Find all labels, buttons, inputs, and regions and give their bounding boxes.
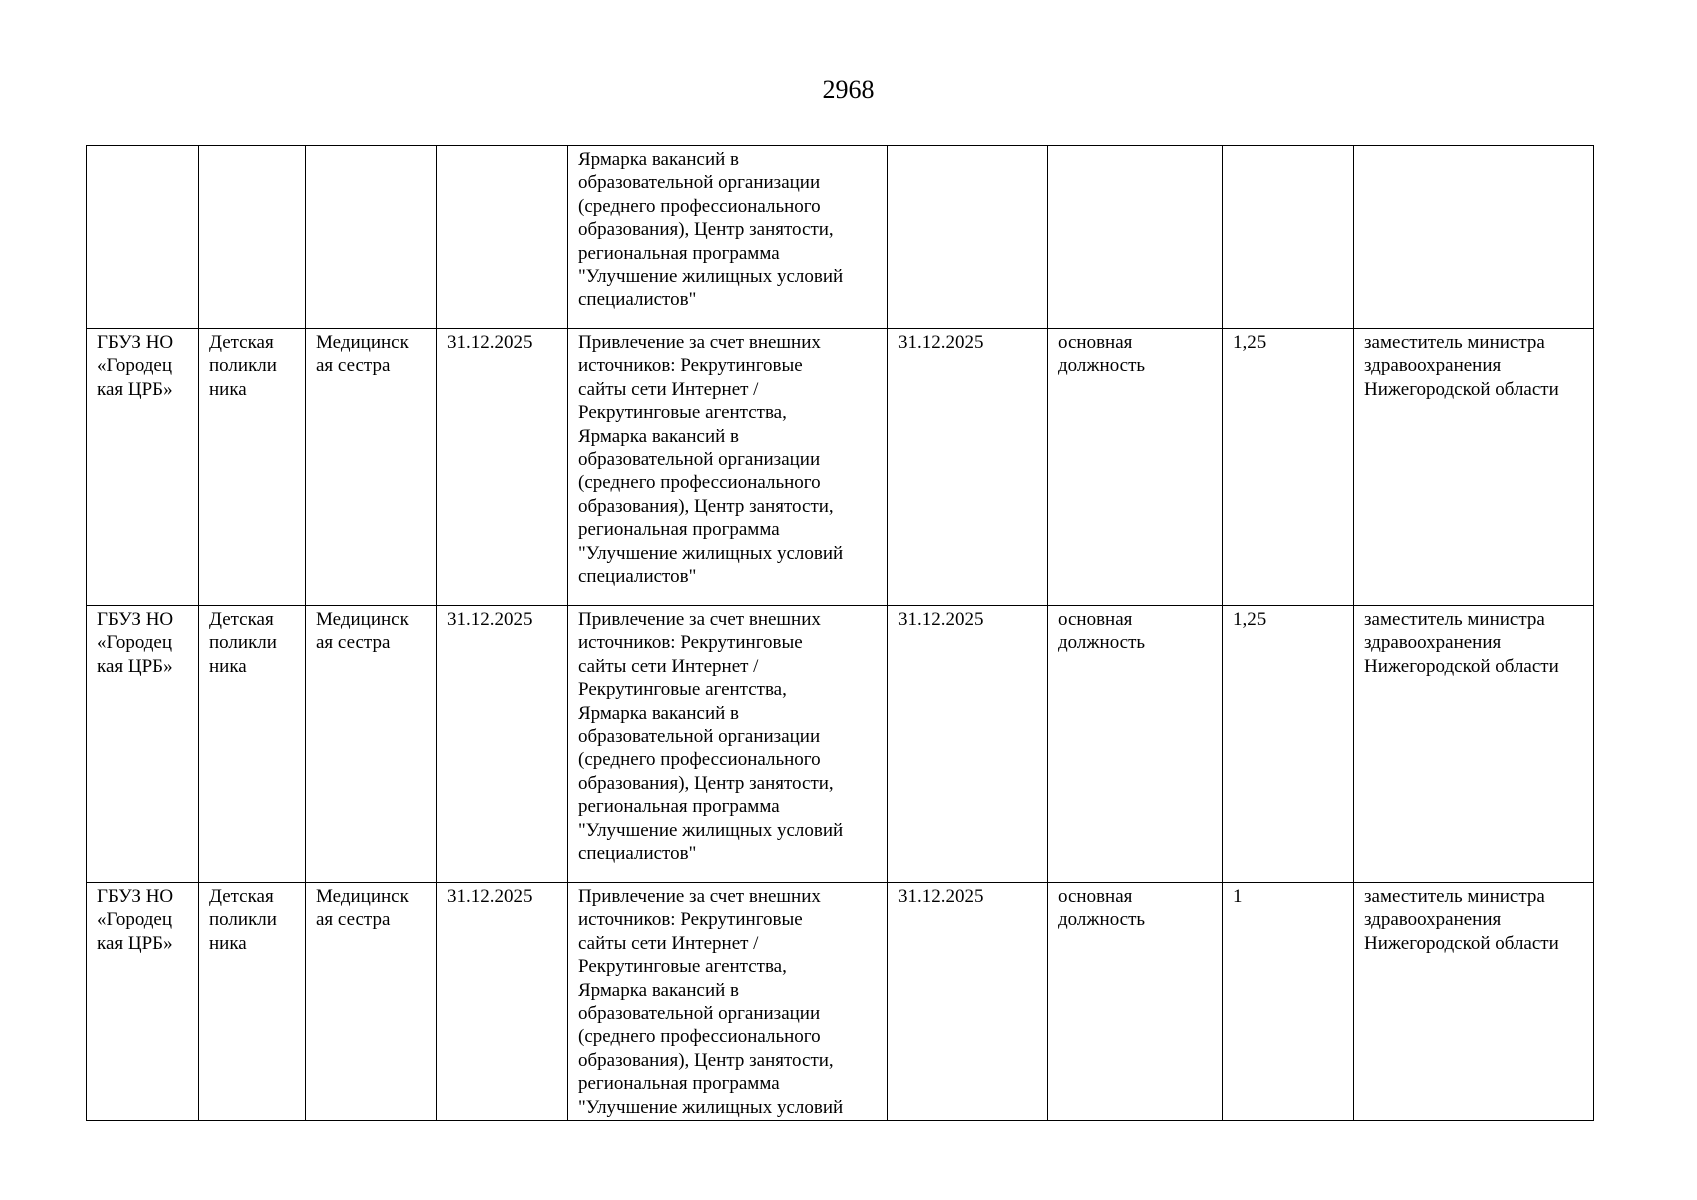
- table-row: [87, 606, 1594, 883]
- responsible-cell: заместитель министра здравоохранения Нижегородской области: [1354, 606, 1594, 883]
- responsible-cell: заместитель министра здравоохранения Нижегородской области: [1354, 329, 1594, 606]
- page-number: 2968: [822, 75, 875, 104]
- department-cell: Детская поликли ника: [199, 606, 306, 883]
- date-cell: 31.12.2025: [437, 329, 568, 606]
- position-type-cell: основная должность: [1048, 329, 1223, 606]
- responsible-cell: заместитель министра здравоохранения Нижегородской области: [1354, 883, 1594, 1121]
- deadline-cell: 31.12.2025: [888, 883, 1048, 1121]
- position-cell: Медицинск ая сестра: [306, 883, 437, 1121]
- department-cell: [199, 146, 306, 329]
- organization-cell: ГБУЗ НО «Городец кая ЦРБ»: [87, 883, 199, 1121]
- organization-cell: ГБУЗ НО «Городец кая ЦРБ»: [87, 606, 199, 883]
- position-type-cell: [1048, 146, 1223, 329]
- department-cell: Детская поликли ника: [199, 883, 306, 1121]
- responsible-cell: [1354, 146, 1594, 329]
- deadline-cell: 31.12.2025: [888, 329, 1048, 606]
- position-type-cell: основная должность: [1048, 606, 1223, 883]
- date-cell: 31.12.2025: [437, 606, 568, 883]
- table-row: [87, 146, 1594, 329]
- rate-cell: 1,25: [1223, 606, 1354, 883]
- table-row: [87, 883, 1594, 1121]
- deadline-cell: [888, 146, 1048, 329]
- measures-cell: Привлечение за счет внешних источников: Рекрутинговые сайты сети Интернет / Рекрутинговые агентства, Ярмарка вакансий в образовательной организации (среднего профессионального образования), Центр занятости, региональная программа "Улучшение жилищных условий специалистов": [568, 329, 888, 606]
- rate-cell: [1223, 146, 1354, 329]
- rate-cell: 1: [1223, 883, 1354, 1121]
- measures-cell: Привлечение за счет внешних источников: Рекрутинговые сайты сети Интернет / Рекрутинговые агентства, Ярмарка вакансий в образовательной организации (среднего профессионального образования), Центр занятости, региональная программа "Улучшение жилищных условий специалистов": [568, 606, 888, 883]
- date-cell: [437, 146, 568, 329]
- measures-cell: Привлечение за счет внешних источников: Рекрутинговые сайты сети Интернет / Рекрутинговые агентства, Ярмарка вакансий в образовательной организации (среднего профессионального образования), Центр занятости, региональная программа "Улучшение жилищных условий: [568, 883, 888, 1121]
- rate-cell: 1,25: [1223, 329, 1354, 606]
- staffing-table: [86, 145, 1594, 1121]
- date-cell: 31.12.2025: [437, 883, 568, 1121]
- measures-cell: Ярмарка вакансий в образовательной организации (среднего профессионального образования), Центр занятости, региональная программа "Улучшение жилищных условий специалистов": [568, 146, 888, 329]
- organization-cell: [87, 146, 199, 329]
- position-cell: Медицинск ая сестра: [306, 606, 437, 883]
- table-row: [87, 329, 1594, 606]
- organization-cell: ГБУЗ НО «Городец кая ЦРБ»: [87, 329, 199, 606]
- department-cell: Детская поликли ника: [199, 329, 306, 606]
- position-cell: [306, 146, 437, 329]
- deadline-cell: 31.12.2025: [888, 606, 1048, 883]
- position-cell: Медицинск ая сестра: [306, 329, 437, 606]
- position-type-cell: основная должность: [1048, 883, 1223, 1121]
